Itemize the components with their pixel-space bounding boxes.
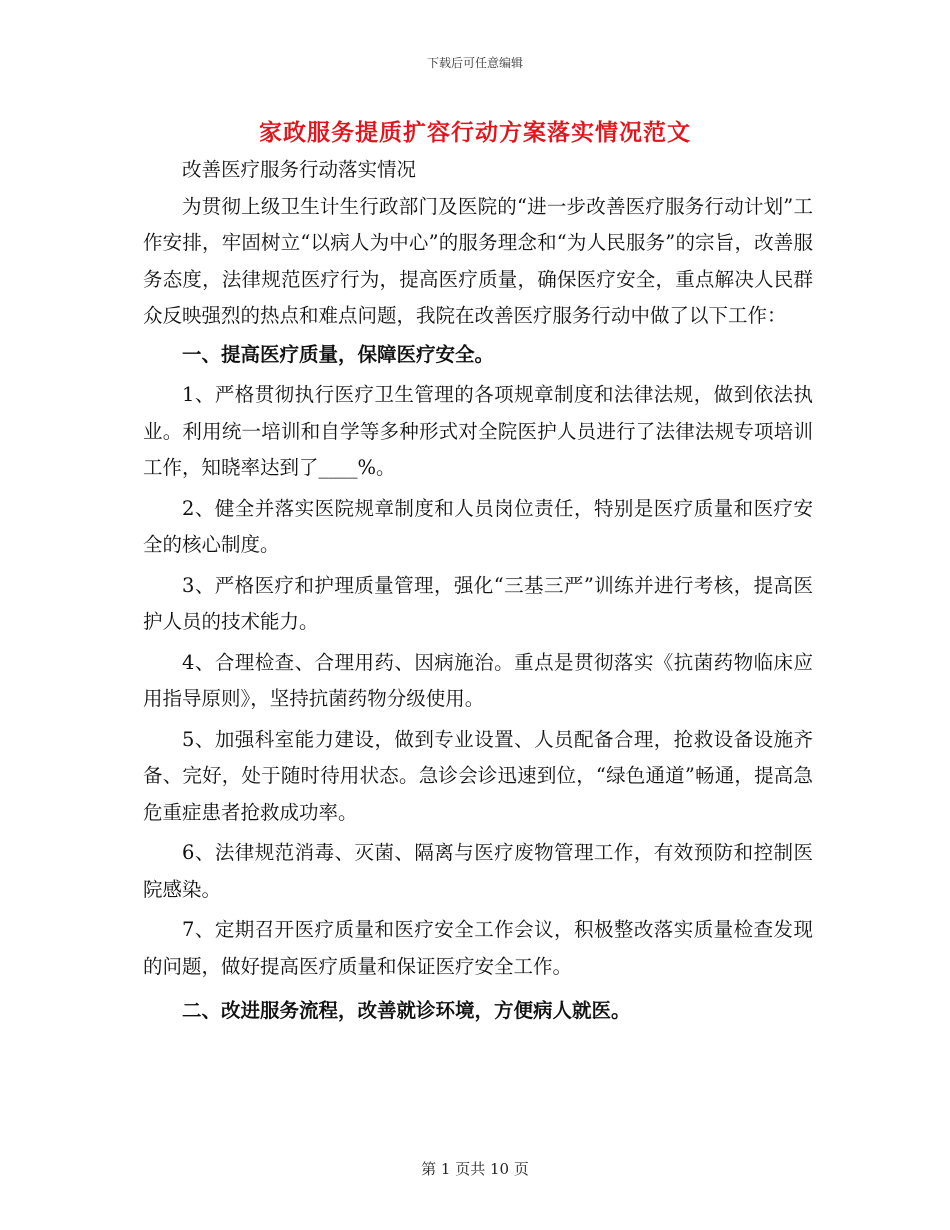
list-item-6: 6、法律规范消毒、灭菌、隔离与医疗废物管理工作，有效预防和控制医院感染。 [143,841,813,901]
document-body [143,152,813,1030]
header-note: 下载后可任意编辑 [426,56,523,70]
intro-paragraph: 为贯彻上级卫生计生行政部门及医院的“进一步改善医疗服务行动计划”工作安排，牢固树立“以病人为中心”的服务理念和“为人民服务”的宗旨，改善服务态度，法律规范医疗行为，提高医疗质量，确保医疗安全，重点解决人民群众反映强烈的热点和难点问题，我院在改善医疗服务行动中做了以下工作： [143,194,813,327]
subtitle: 改善医疗服务行动落实情况 [182,158,417,181]
page-indicator: 第 1 页共 10 页 [421,1160,529,1178]
list-item-2: 2、健全并落实医院规章制度和人员岗位责任，特别是医疗质量和医疗安全的核心制度。 [143,496,813,556]
list-item-5: 5、加强科室能力建设，做到专业设置、人员配备合理，抢救设备设施齐备、完好，处于随时待用状态。急诊会诊迅速到位，“绿色通道”畅通，提高急危重症患者抢救成功率。 [143,727,813,824]
list-item-3: 3、严格医疗和护理质量管理，强化“三基三严”训练并进行考核，提高医护人员的技术能力。 [143,573,813,633]
document-title: 家政服务提质扩容行动方案落实情况范文 [259,120,691,146]
section-heading-2: 二、改进服务流程，改善就诊环境，方便病人就医。 [182,999,631,1022]
list-item-4: 4、合理检查、合理用药、因病施治。重点是贯彻落实《抗菌药物临床应用指导原则》，坚持抗菌药物分级使用。 [143,650,813,710]
list-item-7: 7、定期召开医疗质量和医疗安全工作会议，积极整改落实质量检查发现的问题，做好提高医疗质量和保证医疗安全工作。 [143,918,813,978]
list-item-1: 1、严格贯彻执行医疗卫生管理的各项规章制度和法律法规，做到依法执业。利用统一培训和自学等多种形式对全院医护人员进行了法律法规专项培训工作，知晓率达到了____%。 [143,383,813,479]
section-heading-1: 一、提高医疗质量，保障医疗安全。 [182,342,495,366]
